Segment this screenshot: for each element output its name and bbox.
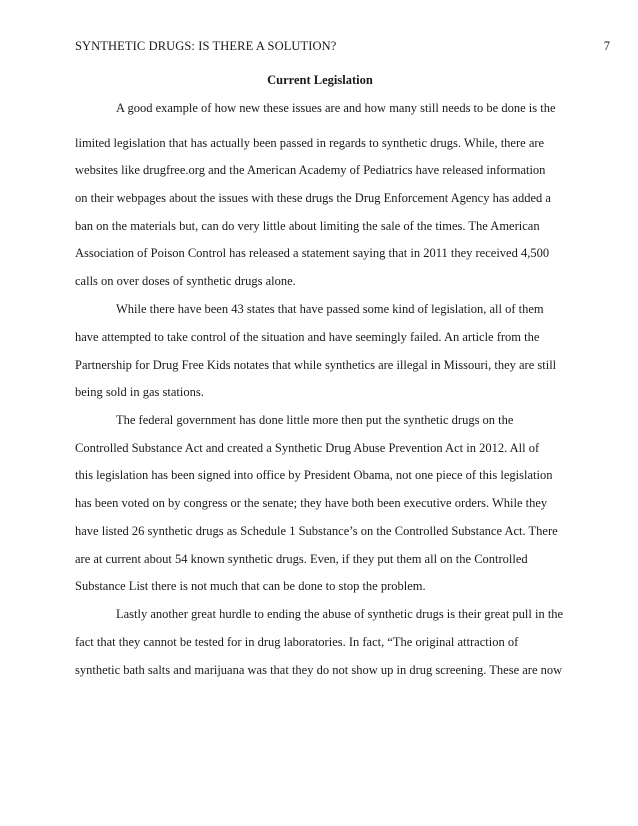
text-line: Lastly another great hurdle to ending the abuse of synthetic drugs is their great pull in the bbox=[116, 607, 564, 621]
text-line: Association of Poison Control has released a statement saying that in 2011 they received 4,500 bbox=[75, 246, 550, 260]
text-line: A good example of how new these issues are and how many still needs to be done is the bbox=[116, 101, 556, 115]
page-number: 7 bbox=[603, 39, 610, 53]
text-line: ban on the materials but, can do very little about limiting the sale of the times. The American bbox=[75, 219, 540, 233]
text-line: Controlled Substance Act and created a Synthetic Drug Abuse Prevention Act in 2012. All of bbox=[75, 441, 540, 455]
text-line: this legislation has been signed into office by President Obama, not one piece of this legislation bbox=[75, 468, 553, 482]
text-line: Partnership for Drug Free Kids notates that while synthetics are illegal in Missouri, they are still bbox=[75, 358, 557, 372]
text-line: While there have been 43 states that have passed some kind of legislation, all of them bbox=[116, 302, 544, 316]
text-line: calls on over doses of synthetic drugs alone. bbox=[75, 274, 296, 288]
text-line: Substance List there is not much that can be done to stop the problem. bbox=[75, 579, 426, 593]
text-line: being sold in gas stations. bbox=[75, 385, 204, 399]
running-head bbox=[75, 36, 610, 56]
running-head-title: SYNTHETIC DRUGS: IS THERE A SOLUTION? bbox=[75, 39, 337, 53]
text-line: on their webpages about the issues with these drugs the Drug Enforcement Agency has added a bbox=[75, 191, 551, 205]
text-line: have listed 26 synthetic drugs as Schedule 1 Substance’s on the Controlled Substance Act. There bbox=[75, 524, 558, 538]
text-line: fact that they cannot be tested for in drug laboratories. In fact, “The original attraction of bbox=[75, 635, 519, 649]
text-line: has been voted on by congress or the senate; they have both been executive orders. While they bbox=[75, 496, 548, 510]
text-line: limited legislation that has actually been passed in regards to synthetic drugs. While, there are bbox=[75, 136, 545, 150]
text-line: have attempted to take control of the situation and have seemingly failed. An article from the bbox=[75, 330, 540, 344]
text-line: websites like drugfree.org and the American Academy of Pediatrics have released information bbox=[75, 163, 546, 177]
text-line: The federal government has done little more then put the synthetic drugs on the bbox=[116, 413, 514, 427]
text-line: are at current about 54 known synthetic drugs. Even, if they put them all on the Controlled bbox=[75, 552, 528, 566]
section-heading: Current Legislation bbox=[267, 73, 373, 87]
text-line: synthetic bath salts and marijuana was that they do not show up in drug screening. These are now bbox=[75, 663, 563, 677]
